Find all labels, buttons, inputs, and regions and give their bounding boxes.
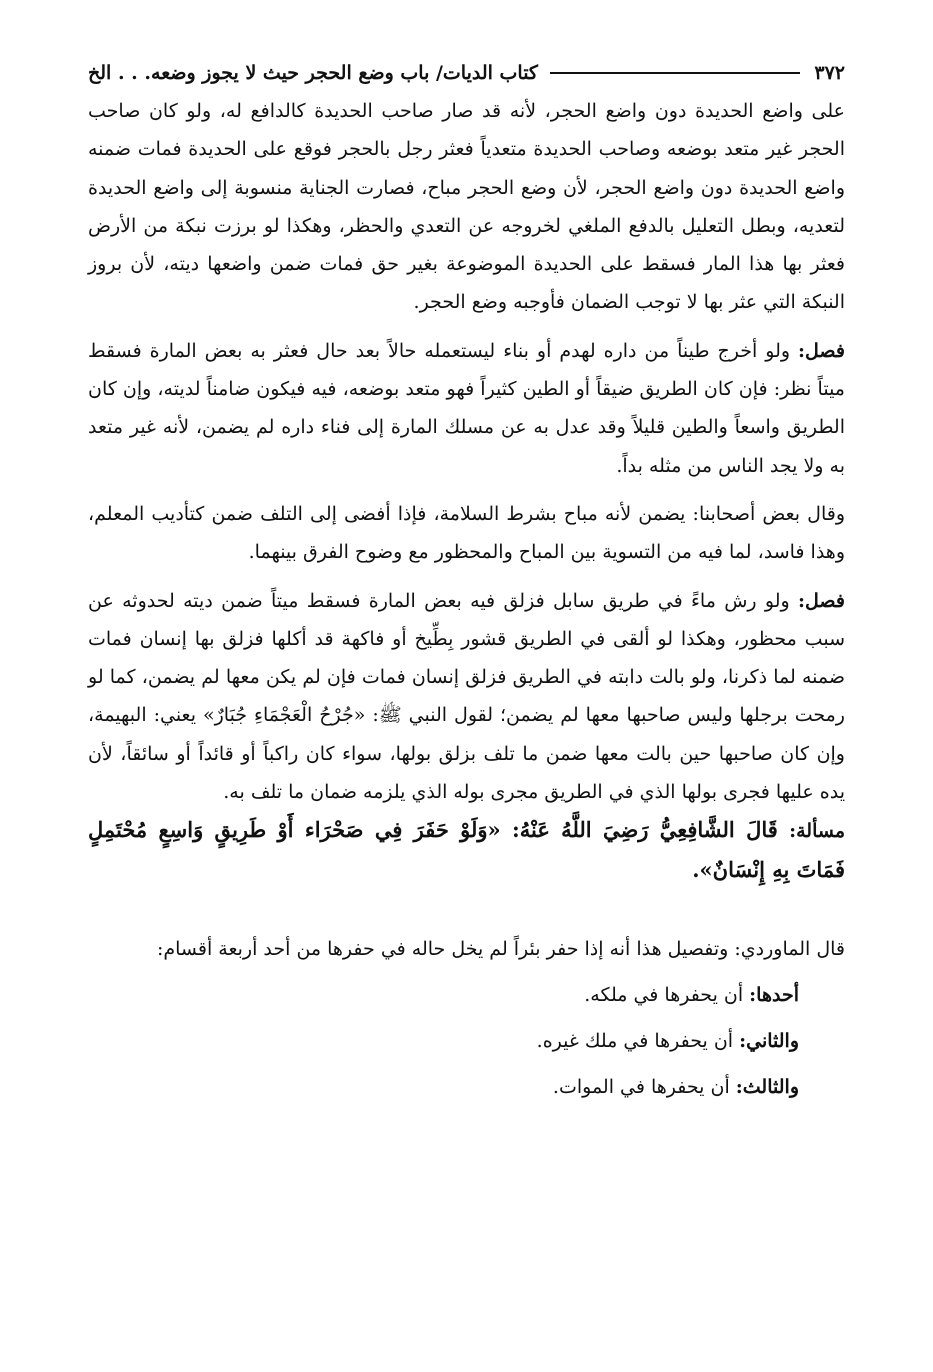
running-title: كتاب الديات/ باب وضع الحجر حيث لا يجوز وضعه. . . الخ [88, 62, 538, 84]
section-label: فصل: [798, 339, 845, 362]
list-item-label: والثالث: [735, 1076, 799, 1099]
issue-text: قَالَ الشَّافِعِيُّ رَضِيَ اللَّهُ عَنْهُ: «وَلَوْ حَفَرَ فِي صَحْرَاء أَوْ طَرِيقٍ وَاسِعٍ مُحْتَمِلٍ فَمَاتَ بِهِ إِنْسَانٌ». [88, 817, 845, 882]
header-rule [550, 72, 800, 74]
page-number: ٣٧٢ [814, 62, 845, 84]
section-paragraph [88, 332, 845, 485]
paragraph-text: ولو أخرج طيناً من داره لهدم أو بناء ليستعمله حالاً بعد حال فعثر به بعض المارة فسقط ميتاً نظر: فإن كان الطريق ضيقاً أو الطين كثيراً فهو متعد بوضعه، فيه فيكون ضامناً لديته، وإن كان الطريق واسعاً والطين قليلاً وقد عدل به عن مسلك المارة إلى فناء داره لم يضمن، لأنه غير متعد به ولا يجد الناس من مثله بداً. [88, 339, 845, 477]
page-header [88, 58, 845, 88]
list-item-text: أن يحفرها في ملك غيره. [536, 1030, 740, 1053]
issue-paragraph [88, 811, 845, 890]
paragraph: قال الماوردي: وتفصيل هذا أنه إذا حفر بئراً لم يخل حاله في حفرها من أحد أربعة أقسام: [156, 937, 845, 960]
paragraph-text: ولو رش ماءً في طريق سابل فزلق فيه بعض المارة فسقط ميتاً ضمن ديته لحدوثه عن سبب محظور، وهكذا لو ألقى في الطريق قشور بِطِّيخ أو فاكهة قد أكلها فزلق بها إنسان فمات ضمنه لما ذكرنا، ولو بالت دابته في الطريق فزلق إنسان فمات فإن لم يكن معها لم يضمن، كما لو رمحت برجلها وليس صاحبها معها لم يضمن؛ لقول النبي ﷺ: «جُرْحُ الْعَجْمَاءِ جُبَارٌ» يعني: البهيمة، وإن كان صاحبها حين بالت معها ضمن ما تلف بزلق بولها، سواء كان راكباً أو قائداً أو سائقاً، لأن يده عليها فجرى بولها الذي في الطريق مجرى بوله الذي يلزمه ضمان ما تلف به. [88, 589, 845, 804]
paragraph: وقال بعض أصحابنا: يضمن لأنه مباح بشرط السلامة، فإذا أفضى إلى التلف ضمن كتأديب المعلم، وهذا فاسد، لما فيه من التسوية بين المباح والمحظور مع وضوح الفرق بينهما. [88, 502, 845, 564]
list-item [88, 972, 799, 1018]
list-item-label: والثاني: [739, 1030, 799, 1053]
list-item [88, 1064, 799, 1110]
list-item [88, 1018, 799, 1064]
list-item-text: أن يحفرها في الموات. [552, 1076, 736, 1099]
paragraph: على واضع الحديدة دون واضع الحجر، لأنه قد صار صاحب الحديدة كالدافع له، ولو كان صاحب الحجر غير متعد بوضعه وصاحب الحديدة متعدياً فعثر رجل بالحجر فوقع على الحديدة فمات ضمنه واضع الحديدة دون واضع الحجر، لأن وضع الحجر مباح، فصارت الجناية منسوبة إلى واضع الحديدة لتعديه، وبطل التعليل بالدفع الملغي لخروجه عن التعدي والحظر، وهكذا لو برزت نبكة من الأرض فعثر بها هذا المار فسقط على الحديدة الموضوعة بغير حق فمات ضمن واضعها ديته، لأن بروز النبكة التي عثر بها لا توجب الضمان فأوجبه وضع الحجر. [88, 100, 845, 314]
issue-label: مسألة: [789, 820, 845, 843]
list-item-label: أحدها: [749, 984, 799, 1007]
list-item-text: أن يحفرها في ملكه. [584, 984, 750, 1007]
section-paragraph [88, 582, 845, 812]
section-label: فصل: [798, 589, 845, 612]
categories-list [88, 972, 845, 1110]
